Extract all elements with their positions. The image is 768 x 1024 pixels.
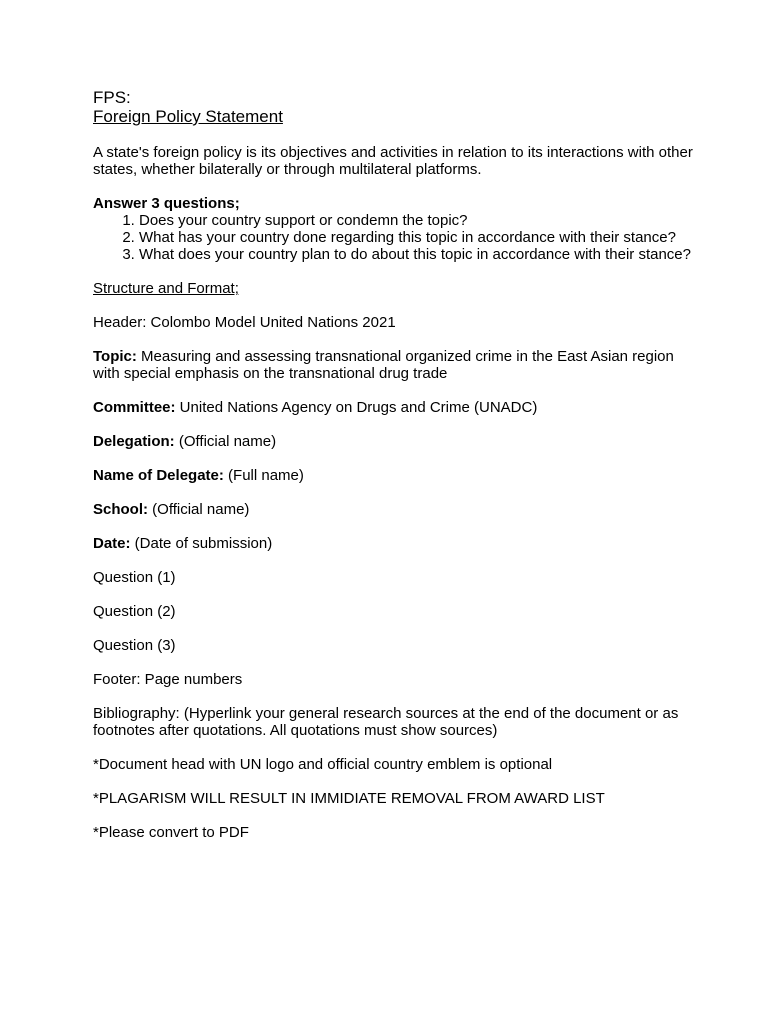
delegate-field <box>93 467 693 484</box>
question-item: 3. What does your country plan to do about this topic in accordance with their stance? <box>139 246 693 263</box>
intro-paragraph: A state's foreign policy is its objectives and activities in relation to its interactions with other states, whether bilaterally or through multilateral platforms. <box>93 144 693 178</box>
delegation-value: (Official name) <box>174 433 277 450</box>
note-line: *Document head with UN logo and official country emblem is optional <box>93 756 553 773</box>
questions-label: Answer 3 questions; <box>93 195 240 212</box>
fps-heading: FPS: <box>93 88 131 107</box>
date-value: (Date of submission) <box>130 535 273 552</box>
school-label: School: <box>93 501 148 518</box>
school-field <box>93 501 693 518</box>
delegate-label: Name of Delegate: <box>93 467 224 484</box>
committee-label: Committee: <box>93 399 176 416</box>
school-value: (Official name) <box>148 501 250 518</box>
delegation-field <box>93 433 693 450</box>
note-line: *PLAGARISM WILL RESULT IN IMMIDIATE REMOVAL FROM AWARD LIST <box>93 790 605 807</box>
bibliography-paragraph: Bibliography: (Hyperlink your general research sources at the end of the document or as footnotes after quotations. All quotations must show sources) <box>93 705 679 739</box>
topic-field <box>93 348 693 382</box>
date-field <box>93 535 693 552</box>
committee-value: United Nations Agency on Drugs and Crime (UNADC) <box>175 399 538 416</box>
document-title: Foreign Policy Statement <box>93 107 283 126</box>
date-label: Date: <box>93 535 131 552</box>
question-item: 1. Does your country support or condemn the topic? <box>139 212 693 229</box>
header-line: Header: Colombo Model United Nations 2021 <box>93 314 396 331</box>
topic-value: Measuring and assessing transnational organized crime in the East Asian region with special emphasis on the transnational drug trade <box>93 348 674 382</box>
question-item: 2. What has your country done regarding this topic in accordance with their stance? <box>139 229 693 246</box>
question-line: Question (3) <box>93 637 176 654</box>
question-line: Question (1) <box>93 569 176 586</box>
topic-label: Topic: <box>93 348 137 365</box>
footer-line: Footer: Page numbers <box>93 671 243 688</box>
document-page <box>93 88 693 841</box>
delegate-value: (Full name) <box>223 467 304 484</box>
questions-list <box>93 212 693 263</box>
committee-field <box>93 399 693 416</box>
question-line: Question (2) <box>93 603 176 620</box>
delegation-label: Delegation: <box>93 433 175 450</box>
note-line: *Please convert to PDF <box>93 824 249 841</box>
structure-heading: Structure and Format; <box>93 280 239 297</box>
